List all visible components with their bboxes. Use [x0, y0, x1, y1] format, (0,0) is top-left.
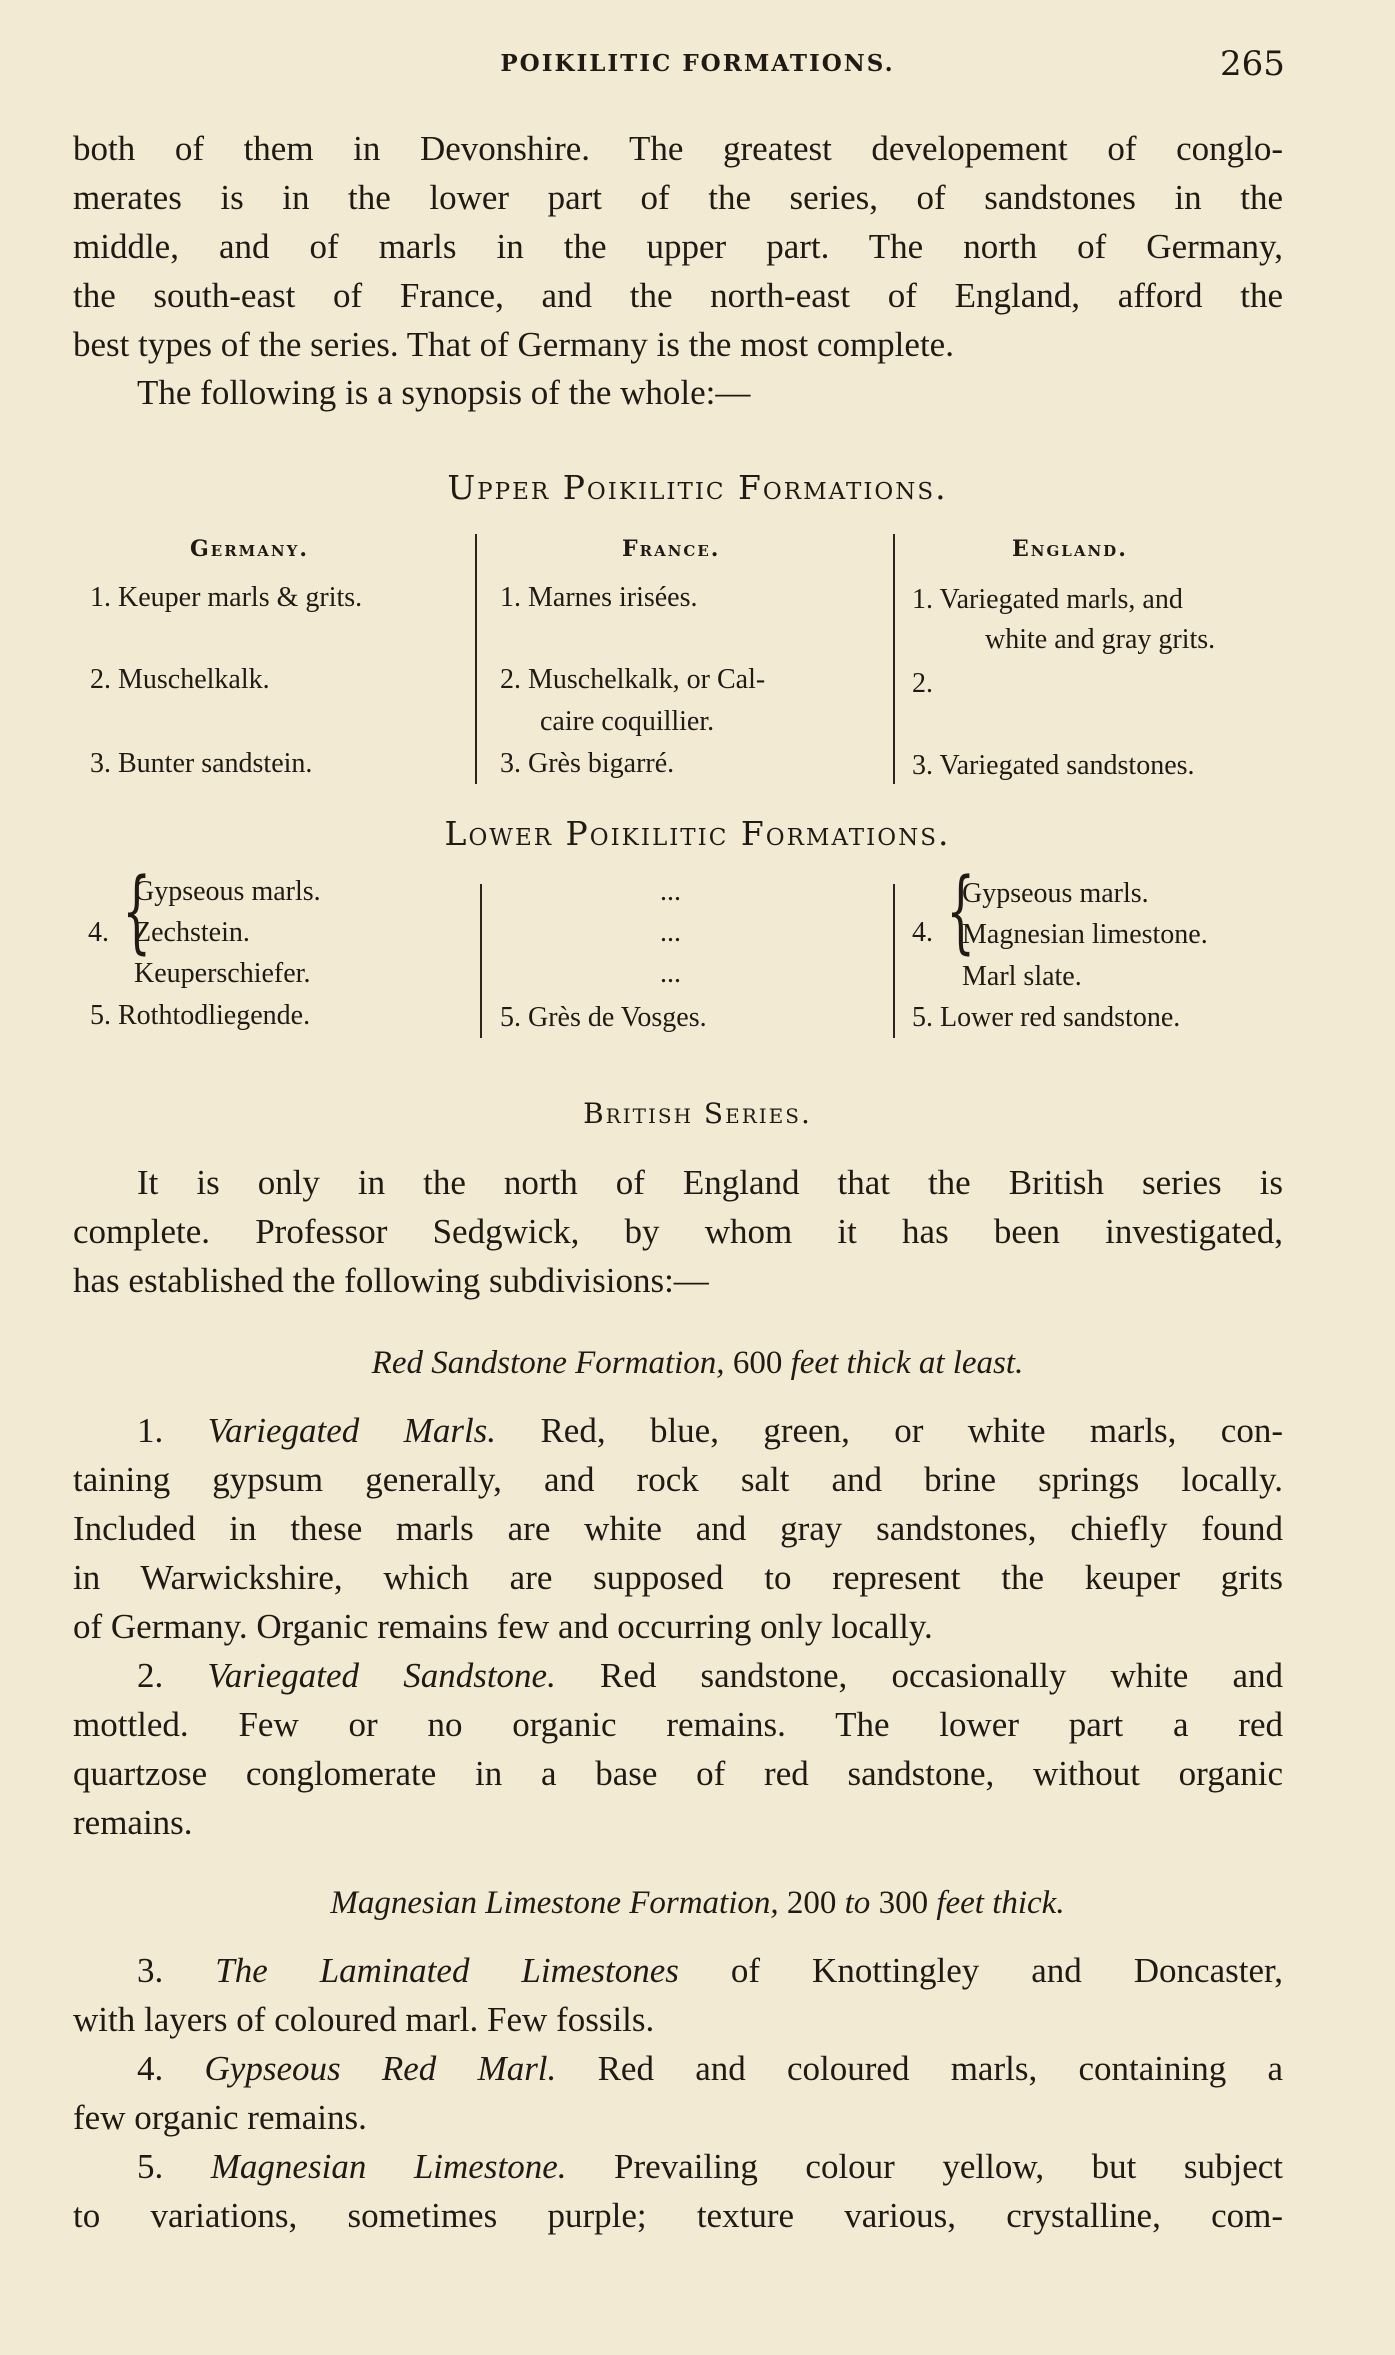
column-divider: [893, 534, 895, 784]
british-line-3: has established the following subdivisions:—: [73, 1261, 709, 1300]
red-sandstone-heading: Red Sandstone Formation, 600 feet thick at least.: [371, 1345, 1024, 1381]
synopsis-line: The following is a synopsis of the whole:—: [137, 373, 751, 412]
lower-england-num: 4.: [912, 917, 933, 948]
brace-right: {: [946, 859, 975, 964]
item-1-first-line: 1. Variegated Marls. Red, blue, green, or white marls, con-: [137, 1411, 1283, 1450]
upper-france-3: 3. Grès bigarré.: [500, 748, 675, 779]
lower-germany-num: 4.: [88, 917, 109, 948]
lower-england-5: 5. Lower red sandstone.: [912, 1002, 1181, 1033]
british-line-2: complete. Professor Sedgwick, by whom it has been investigated,: [73, 1212, 1283, 1251]
upper-france-2b: caire coquillier.: [540, 706, 715, 737]
british-line-1: It is only in the north of England that the British series is: [137, 1163, 1283, 1202]
item-1-line: in Warwickshire, which are supposed to represent the keuper grits: [73, 1558, 1283, 1597]
lower-germany-5: 5. Rothtodliegende.: [90, 1000, 311, 1031]
col-head-france: France.: [622, 536, 721, 562]
magnesian-heading: Magnesian Limestone Formation, 200 to 300 feet thick.: [330, 1885, 1065, 1921]
upper-france-1: 1. Marnes irisées.: [500, 582, 698, 613]
lower-france-dots-1: ...: [660, 876, 681, 907]
item-1-line: taining gypsum generally, and rock salt and brine springs locally.: [73, 1460, 1283, 1499]
intro-line-5: best types of the series. That of Germany is the most complete.: [73, 325, 954, 364]
item-2-line: quartzose conglomerate in a base of red sandstone, without organic: [73, 1754, 1283, 1793]
lower-england-1: Gypseous marls.: [962, 878, 1149, 909]
british-series-title: British Series.: [583, 1097, 812, 1130]
item-2-first-line: 2. Variegated Sandstone. Red sandstone, occasionally white and: [137, 1656, 1283, 1695]
page-number: 265: [1220, 44, 1285, 84]
upper-germany-3: 3. Bunter sandstein.: [90, 748, 313, 779]
lower-france-dots-2: ...: [660, 917, 681, 948]
item-2-line: mottled. Few or no organic remains. The lower part a red: [73, 1705, 1283, 1744]
lower-germany-3: Keuperschiefer.: [134, 958, 311, 989]
upper-england-1: 1. Variegated marls, and: [912, 584, 1183, 615]
column-divider: [475, 534, 477, 784]
item-2-line: remains.: [73, 1803, 193, 1842]
item-1-line: Included in these marls are white and gray sandstones, chiefly found: [73, 1509, 1283, 1548]
lower-germany-1: Gypseous marls.: [134, 876, 321, 907]
lower-formations-title: Lower Poikilitic Formations.: [444, 814, 951, 853]
upper-england-1b: white and gray grits.: [985, 624, 1216, 655]
item-4-first-line: 4. Gypseous Red Marl. Red and coloured marls, containing a: [137, 2049, 1284, 2088]
lower-germany-2: Zechstein.: [134, 917, 250, 948]
column-divider: [893, 884, 895, 1038]
intro-line-1: both of them in Devonshire. The greatest developement of conglo-: [73, 129, 1283, 168]
intro-line-4: the south-east of France, and the north-east of England, afford the: [73, 276, 1283, 315]
upper-formations-title: Upper Poikilitic Formations.: [447, 468, 948, 507]
upper-germany-1: 1. Keuper marls & grits.: [90, 582, 363, 613]
item-5-first-line: 5. Magnesian Limestone. Prevailing colour yellow, but subject: [137, 2147, 1284, 2186]
upper-france-2: 2. Muschelkalk, or Cal-: [500, 664, 766, 695]
col-head-england: England.: [1012, 536, 1128, 562]
upper-germany-2: 2. Muschelkalk.: [90, 664, 270, 695]
running-title: POIKILITIC FORMATIONS.: [500, 50, 895, 77]
lower-france-5: 5. Grès de Vosges.: [500, 1002, 707, 1033]
intro-line-3: middle, and of marls in the upper part. The north of Germany,: [73, 227, 1283, 266]
upper-england-3: 3. Variegated sandstones.: [912, 750, 1195, 781]
item-3-line: with layers of coloured marl. Few fossils.: [73, 2000, 655, 2039]
lower-france-dots-3: ...: [660, 958, 681, 989]
item-1-line: of Germany. Organic remains few and occurring only locally.: [73, 1607, 933, 1646]
upper-england-2: 2.: [912, 668, 933, 699]
col-head-germany: Germany.: [190, 536, 310, 562]
item-5-line: to variations, sometimes purple; texture various, crystalline, com-: [73, 2196, 1283, 2235]
column-divider: [480, 884, 482, 1038]
intro-line-2: merates is in the lower part of the series, of sandstones in the: [73, 178, 1283, 217]
lower-england-2: Magnesian limestone.: [962, 919, 1208, 950]
item-4-line: few organic remains.: [73, 2098, 367, 2137]
lower-england-3: Marl slate.: [962, 961, 1082, 992]
brace-left: {: [122, 859, 151, 964]
item-3-first-line: 3. The Laminated Limestones of Knottingley and Doncaster,: [137, 1951, 1283, 1990]
